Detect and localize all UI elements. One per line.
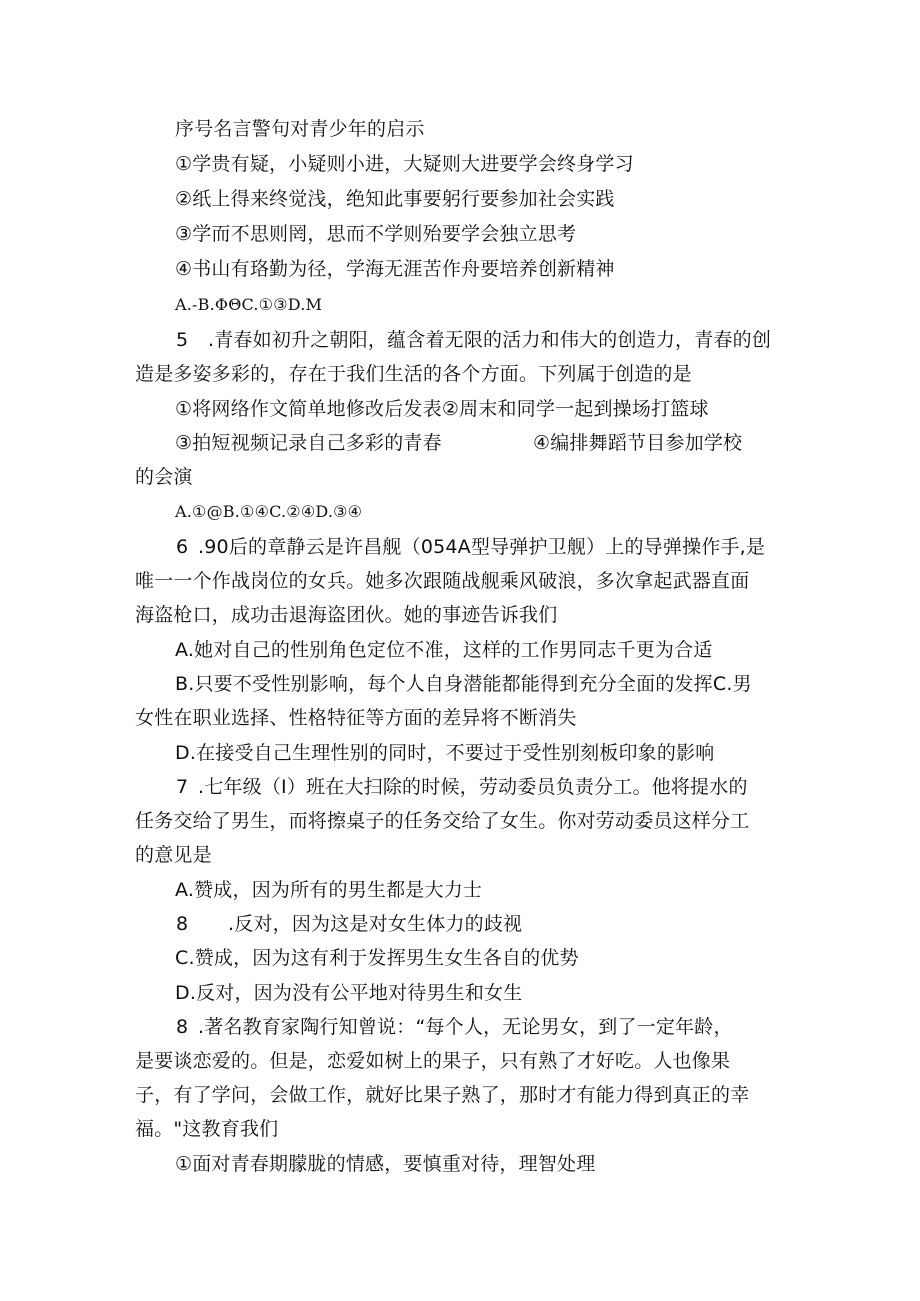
- q4-row-2: ②纸上得来终觉浅，绝知此事要躬行要参加社会实践: [175, 188, 615, 210]
- q6-text-1: .90后的章静云是许昌舰（054A型导弹护卫舰）上的导弹操作手,是: [198, 536, 766, 558]
- q6-option-d: D.在接受自己生理性别的同时，不要过于受性别刻板印象的影响: [175, 742, 715, 764]
- q7-option-a: A.赞成，因为所有的男生都是大力士: [175, 879, 483, 901]
- q7-number: 7: [176, 776, 189, 798]
- q6-number: 6: [176, 536, 189, 558]
- q5-item-4-cont: 的会演: [135, 466, 193, 488]
- q6-stem-line-2: 唯一一个作战岗位的女兵。她多次跟随战舰乘风破浪，多次拿起武器直面: [135, 570, 750, 592]
- q4-row-1: ①学贵有疑，小疑则小进，大疑则大进要学会终身学习: [175, 153, 634, 175]
- q8-number: 8: [176, 1016, 189, 1038]
- q5-stem-line-2: 造是多姿多彩的，存在于我们生活的各个方面。下列属于创造的是: [135, 363, 692, 385]
- q8-item-1: ①面对青春期朦胧的情感，要慎重对待，理智处理: [175, 1153, 596, 1175]
- q7-option-b-number: 8: [176, 913, 189, 935]
- q6-option-b: B.只要不受性别影响，每个人自身潜能都能得到充分全面的发挥C.男: [175, 673, 752, 695]
- q5-stem-line-1: [176, 327, 771, 353]
- q5-item-4: ④编排舞蹈节目参加学校: [533, 432, 743, 454]
- q8-stem-line-2: 是要谈恋爱的。但是，恋爱如树上的果子，只有熟了才好吃。人也像果: [135, 1050, 731, 1072]
- q8-stem-line-1: [176, 1014, 733, 1040]
- q5-text-1: .青春如初升之朝阳，蕴含着无限的活力和伟大的创造力，青春的创: [208, 329, 772, 351]
- q5-item-3: ③拍短视频记录自己多彩的青春: [175, 432, 442, 454]
- q5-item-1-2: ①将网络作文简单地修改后发表②周末和同学一起到操场打篮球: [175, 398, 709, 420]
- q4-row-3: ③学而不思则罔，思而不学则殆要学会独立思考: [175, 223, 577, 245]
- q7-option-b: [176, 911, 522, 937]
- q7-text-1: .七年级（I）班在大扫除的时候，劳动委员负责分工。他将提水的: [198, 776, 748, 798]
- q7-stem-line-1: [176, 774, 748, 800]
- q7-stem-line-3: 的意见是: [135, 844, 212, 866]
- q7-stem-line-2: 任务交给了男生，而将擦桌子的任务交给了女生。你对劳动委员这样分工: [135, 810, 750, 832]
- q5-number: 5: [176, 329, 189, 351]
- q6-option-a: A.她对自己的性别角色定位不准，这样的工作男同志千更为合适: [175, 639, 713, 661]
- q6-option-b-cont: 女性在职业选择、性格特征等方面的差异将不断消失: [135, 707, 577, 729]
- q5-options: A.①@B.①④C.②④D.③④: [175, 502, 363, 521]
- q8-stem-line-3: 子，有了学问，会做工作，就好比果子熟了，那时才有能力得到真正的幸: [135, 1084, 750, 1106]
- q7-option-b-text: .反对，因为这是对女生体力的歧视: [228, 913, 523, 935]
- q7-option-d: D.反对，因为没有公平地对待男生和女生: [175, 982, 523, 1004]
- table-header: 序号名言警句对青少年的启示: [175, 118, 425, 140]
- q8-stem-line-4: 福。"这教育我们: [135, 1118, 279, 1140]
- q6-stem-line-3: 海盗枪口，成功击退海盗团伙。她的事迹告诉我们: [135, 604, 558, 626]
- q4-options: A.-B.ΦΘC.①③D.M: [175, 295, 323, 314]
- q8-text-1: .著名教育家陶行知曾说：“每个人，无论男女，到了一定年龄，: [198, 1016, 733, 1038]
- q7-option-c: C.赞成，因为这有利于发挥男生女生各自的优势: [175, 947, 579, 969]
- q6-stem-line-1: [176, 534, 765, 560]
- q4-row-4: ④书山有珞勤为径，学海无涯苦作舟要培养创新精神: [175, 258, 615, 280]
